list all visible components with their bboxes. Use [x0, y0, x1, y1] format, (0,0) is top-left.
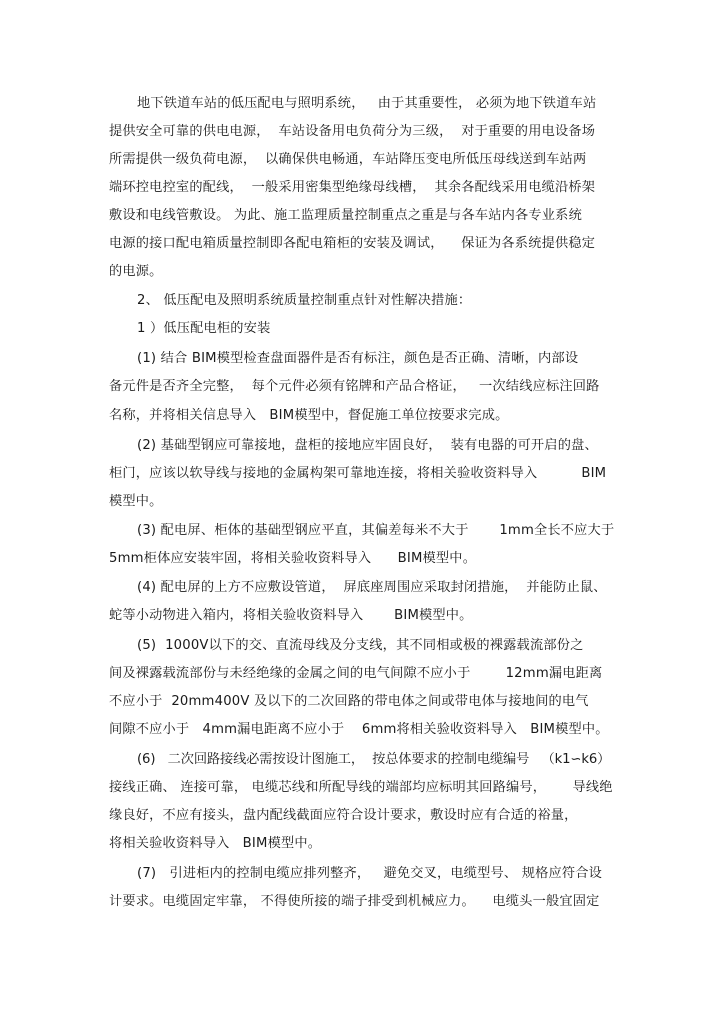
line-text: 模型中。 [109, 494, 163, 509]
line-text: 备元件是否齐全完整， 每个元件必须有铭牌和产品合格证， 一次结线应标注回路 [109, 379, 600, 394]
line-text: 提供安全可靠的供电电源， 车站设备用电负荷分为三级， 对于重要的用电设备场 [109, 124, 596, 139]
paragraph-line [0, 606, 724, 626]
line-text: 的电源。 [109, 264, 163, 279]
line-text: 柜门，应该以软导线与接地的金属构架可靠地连接，将相关验收资料导入 BIM [109, 466, 607, 481]
paragraph-line [0, 806, 724, 826]
line-text: 缘良好，不应有接头，盘内配线截面应符合设计要求，敷设时应有合适的裕量， [109, 808, 578, 823]
paragraph-line [0, 578, 724, 598]
line-text: (3) 配电屏、柜体的基础型钢应平直，其偏差每米不大于 1mm全长不应大于 [137, 523, 615, 538]
line-text: 接线正确、 连接可靠， 电缆芯线和所配导线的端部均应标明其回路编号， 导线绝 [109, 780, 613, 795]
paragraph-line [0, 492, 724, 512]
paragraph-line [0, 349, 724, 369]
line-text: (4) 配电屏的上方不应敷设管道， 屏底座周围应采取封闭措施， 并能防止鼠、 [137, 580, 607, 595]
paragraph-line [0, 778, 724, 798]
paragraph-line [0, 262, 724, 282]
paragraph-line [0, 464, 724, 484]
line-text: 电源的接口配电箱质量控制即各配电箱柜的安装及调试， 保证为各系统提供稳定 [109, 236, 596, 251]
line-text: 将相关验收资料导入 BIM模型中。 [109, 836, 322, 851]
line-text: 间及裸露载流部份与未经绝缘的金属之间的电气间隙不应小于 12mm漏电距离 [109, 666, 603, 681]
paragraph-line [0, 150, 724, 170]
line-text: (7) 引进柜内的控制电缆应排列整齐， 避免交叉，电缆型号、 规格应符合设 [137, 866, 603, 881]
line-text: (5) 1000V以下的交、直流母线及分支线，其不同相或极的裸露载流部份之 [137, 638, 584, 653]
paragraph-line [0, 664, 724, 684]
paragraph-line [0, 892, 724, 912]
paragraph-line [0, 692, 724, 712]
paragraph-line [0, 521, 724, 541]
line-text: 不应小于 20mm400V 及以下的二次回路的带电体之间或带电体与接地间的电气 [109, 694, 589, 709]
paragraph-line [0, 834, 724, 854]
paragraph-line [0, 549, 724, 569]
paragraph-line [0, 94, 724, 114]
line-text: 2、 低压配电及照明系统质量控制重点针对性解决措施： [137, 293, 472, 308]
paragraph-line [0, 636, 724, 656]
paragraph-line [0, 406, 724, 426]
line-text: (2) 基础型钢应可靠接地，盘柜的接地应牢固良好， 装有电器的可开启的盘、 [137, 438, 598, 453]
line-text: 敷设和电线管敷设。 为此、施工监理质量控制重点之重是与各车站内各专业系统 [109, 208, 582, 223]
line-text: 所需提供一级负荷电源， 以确保供电畅通，车站降压变电所低压母线送到车站两 [109, 152, 587, 167]
paragraph-line [0, 206, 724, 226]
line-text: 5mm柜体应安装牢固，将相关验收资料导入 BIM模型中。 [109, 551, 477, 566]
paragraph-line [0, 864, 724, 884]
line-text: 地下铁道车站的低压配电与照明系统， 由于其重要性， 必须为地下铁道车站 [137, 96, 597, 111]
line-text: 蛇等小动物进入箱内，将相关验收资料导入 BIM模型中。 [109, 608, 473, 623]
line-text: 端环控电控室的配线， 一般采用密集型绝缘母线槽， 其余各配线采用电缆沿桥架 [109, 180, 596, 195]
paragraph-line [0, 234, 724, 254]
paragraph-line [0, 122, 724, 142]
paragraph-line [0, 720, 724, 740]
paragraph-line [0, 377, 724, 397]
paragraph-line [0, 436, 724, 456]
line-text: 计要求。电缆固定牢靠， 不得使所接的端子排受到机械应力。 电缆头一般宜固定 [109, 894, 600, 909]
line-text: 1 ）低压配电柜的安装 [137, 321, 271, 336]
paragraph-line [0, 178, 724, 198]
section-heading [0, 291, 724, 311]
line-text: (1) 结合 BIM模型检查盘面器件是否有标注，颜色是否正确、清晰，内部设 [137, 351, 579, 366]
line-text: (6) 二次回路接线必需按设计图施工， 按总体要求的控制电缆编号 （k1∽k6） [137, 752, 611, 767]
line-text: 名称，并将相关信息导入 BIM模型中，督促施工单位按要求完成。 [109, 408, 509, 423]
line-text: 间隙不应小于 4mm漏电距离不应小于 6mm将相关验收资料导入 BIM模型中。 [109, 722, 609, 737]
subsection-heading [0, 319, 724, 339]
paragraph-line [0, 750, 724, 770]
